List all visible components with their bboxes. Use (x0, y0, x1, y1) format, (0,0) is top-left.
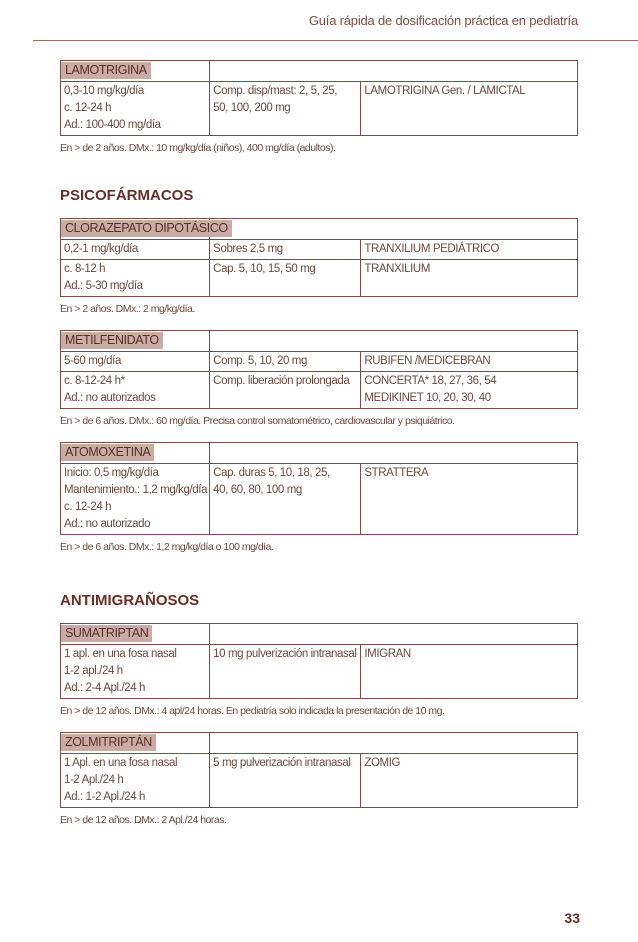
antimigranosos-section (60, 623, 578, 827)
dosage-note: En > de 12 años. DMx.: 4 apl/24 horas. En pediatría solo indicada la presentación de 10 mg. (60, 705, 445, 717)
presentation-cell: 10 mg pulverización intranasal (210, 645, 361, 699)
dose-cell: c. 8-12 h Ad.: 5-30 mg/día (61, 260, 210, 297)
drug-block-sumatriptan (60, 623, 578, 718)
presentation-cell: Comp. disp/mast: 2, 5, 25, 50, 100, 200 mg (210, 82, 361, 136)
table-row (61, 464, 578, 535)
brand-cell: STRATTERA (361, 464, 578, 535)
drug-name: LAMOTRIGINA (61, 62, 151, 79)
brand-cell: TRANXILIUM (361, 260, 578, 297)
drug-table (60, 330, 578, 409)
table-row (61, 260, 578, 297)
presentation-cell: Cap. duras 5, 10, 18, 25, 40, 60, 80, 100 mg (210, 464, 361, 535)
drug-name: ATOMOXETINA (61, 444, 154, 461)
dose-cell: 1 Apl. en una fosa nasal 1-2 Apl./24 h Ad.: 1-2 Apl./24 h (61, 754, 210, 808)
table-row (61, 352, 578, 372)
brand-cell: CONCERTA* 18, 27, 36, 54 MEDIKINET 10, 20, 30, 40 (361, 372, 578, 409)
presentation-cell: 5 mg pulverización intranasal (210, 754, 361, 808)
psicofarmacos-section (60, 218, 578, 554)
table-row (61, 82, 578, 136)
brand-cell: TRANXILIUM PEDIÁTRICO (361, 240, 578, 260)
drug-name: SUMATRIPTAN (61, 625, 152, 642)
drug-table (60, 60, 578, 136)
dosage-note: En > de 6 años. DMx.: 60 mg/día. Precisa control somatométrico, cardiovascular y psiquiátrico. (60, 415, 455, 427)
brand-cell: IMIGRAN (361, 645, 578, 699)
dosage-note: En > de 2 años. DMx.: 10 mg/kg/día (niños), 400 mg/día (adultos). (60, 142, 336, 154)
drug-block-zolmitriptan (60, 732, 578, 827)
drug-block-lamotrigina (60, 60, 578, 155)
lamotrigina-section (60, 60, 578, 155)
drug-name: METILFENIDATO (61, 332, 163, 349)
brand-cell: LAMOTRIGINA Gen. / LAMICTAL (361, 82, 578, 136)
dosage-note: En > 2 años. DMx.: 2 mg/kg/día. (60, 303, 195, 315)
brand-cell: ZOMIG (361, 754, 578, 808)
drug-name: ZOLMITRIPTÁN (61, 734, 156, 751)
page-content (60, 60, 578, 835)
presentation-cell: Cap. 5, 10, 15, 50 mg (210, 260, 361, 297)
section-title-antimigranosos: ANTIMIGRAÑOSOS (60, 592, 200, 609)
running-header: Guía rápida de dosificación práctica en pediatría (308, 13, 578, 28)
drug-table (60, 442, 578, 535)
table-row (61, 372, 578, 409)
drug-table (60, 732, 578, 808)
drug-block-clorazepato-dipotasico (60, 218, 578, 316)
presentation-cell: Sobres 2,5 mg (210, 240, 361, 260)
dose-cell: c. 8-12-24 h* Ad.: no autorizados (61, 372, 210, 409)
drug-name: CLORAZEPATO DIPOTÁSICO (61, 220, 232, 237)
brand-cell: RUBIFEN /MEDICEBRAN (361, 352, 578, 372)
table-row (61, 754, 578, 808)
drug-table (60, 218, 578, 297)
dose-cell: 5-60 mg/día (61, 352, 210, 372)
dose-cell: Inicio: 0,5 mg/kg/día Mantenimiento.: 1,2 mg/kg/día c. 12-24 h Ad.: no autorizado (61, 464, 210, 535)
dose-cell: 0,3-10 mg/kg/día c. 12-24 h Ad.: 100-400 mg/día (61, 82, 210, 136)
drug-block-atomoxetina (60, 442, 578, 554)
drug-block-metilfenidato (60, 330, 578, 428)
table-row (61, 645, 578, 699)
drug-table (60, 623, 578, 699)
dosage-note: En > de 6 años. DMx.: 1,2 mg/kg/día o 100 mg/día. (60, 541, 274, 553)
table-row (61, 240, 578, 260)
section-title-psicofarmacos: PSICOFÁRMACOS (60, 187, 194, 204)
presentation-cell: Comp. 5, 10, 20 mg (210, 352, 361, 372)
dose-cell: 0,2-1 mg/kg/día (61, 240, 210, 260)
header-rule (33, 40, 638, 41)
page-number: 33 (564, 910, 580, 926)
dose-cell: 1 apl. en una fosa nasal 1-2 apl./24 h Ad.: 2-4 Apl./24 h (61, 645, 210, 699)
presentation-cell: Comp. liberación prolongada (210, 372, 361, 409)
dosage-note: En > de 12 años. DMx.: 2 Apl./24 horas. (60, 814, 227, 826)
